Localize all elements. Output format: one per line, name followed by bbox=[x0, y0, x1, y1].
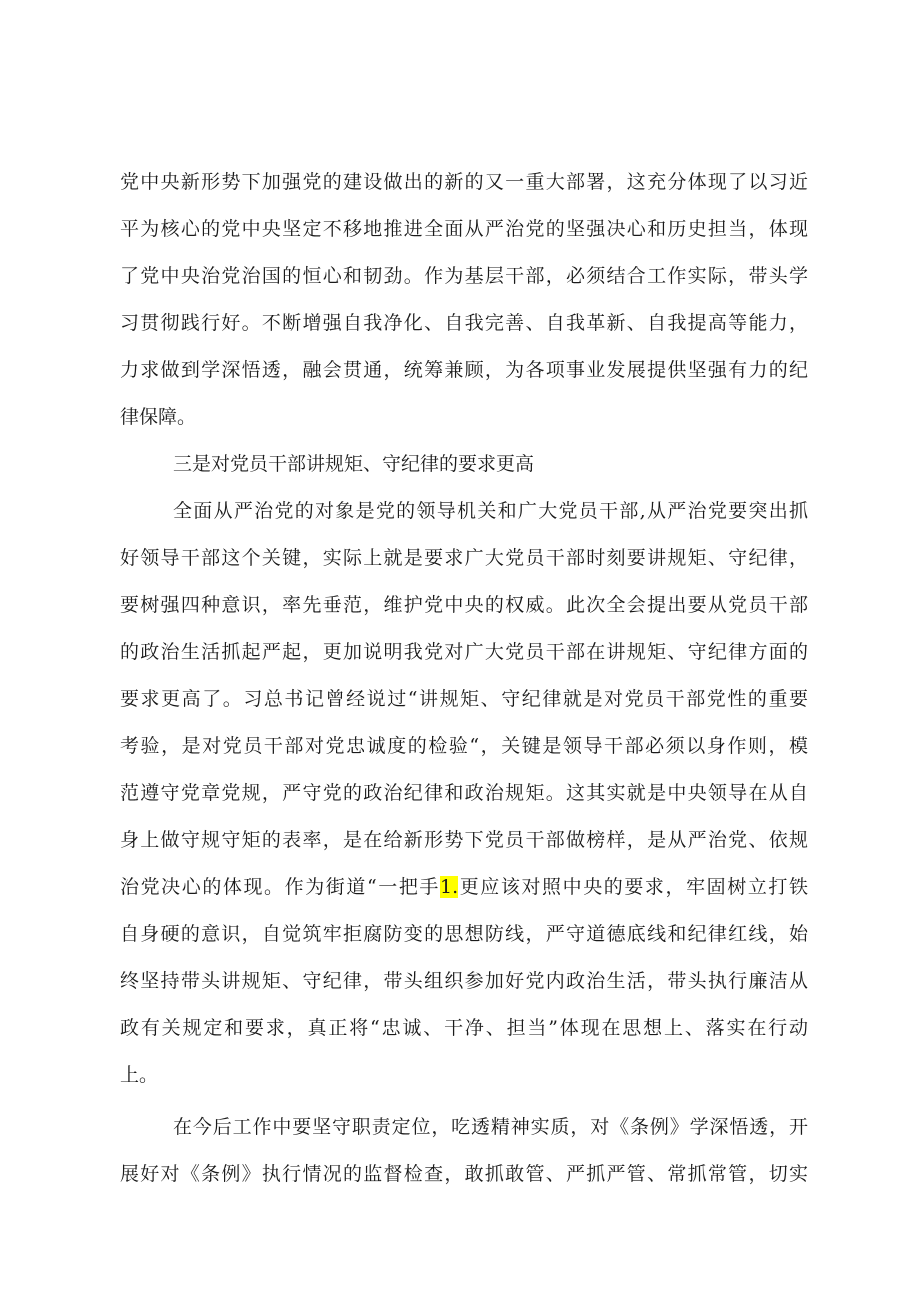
paragraph-line: 全面从严治党的对象是党的领导机关和广大党员干部,从严治党要突出抓 bbox=[173, 500, 808, 522]
paragraph-line: 好领导干部这个关键，实际上就是要求广大党员干部时刻要讲规矩、守纪律， bbox=[120, 547, 808, 569]
paragraph-line: 力求做到学深悟透，融会贯通，统筹兼顾，为各项事业发展提供坚强有力的纪 bbox=[120, 359, 808, 381]
paragraph-line: 身上做守规守矩的表率，是在给新形势下党员干部做榜样，是从严治党、依规 bbox=[120, 829, 808, 851]
paragraph-line: 了党中央治党治国的恒心和韧劲。作为基层干部，必须结合工作实际，带头学 bbox=[120, 265, 808, 287]
paragraph-line: 政有关规定和要求，真正将“忠诚、干净、担当”体现在思想上、落实在行动 bbox=[120, 1017, 808, 1039]
paragraph-line: 平为核心的党中央坚定不移地推进全面从严治党的坚强决心和历史担当，体现 bbox=[120, 218, 808, 240]
paragraph-line: 展好对《条例》执行情况的监督检查，敢抓敢管、严抓严管、常抓常管，切实 bbox=[120, 1163, 808, 1185]
paragraph-line: 在今后工作中要坚守职责定位，吃透精神实质，对《条例》学深悟透，开 bbox=[173, 1116, 808, 1138]
paragraph-line: 考验，是对党员干部对党忠诚度的检验“，关键是领导干部必须以身作则，模 bbox=[120, 735, 808, 757]
paragraph-line bbox=[120, 875, 808, 899]
paragraph-line: 要树强四种意识，率先垂范，维护党中央的权威。此次全会提出要从党员干部 bbox=[120, 594, 808, 616]
paragraph-line: 律保障。 bbox=[120, 406, 197, 428]
paragraph-line: 的政治生活抓起严起，更加说明我党对广大党员干部在讲规矩、守纪律方面的 bbox=[120, 641, 808, 663]
paragraph-line: 自身硬的意识，自觉筑牢拒腐防变的思想防线，严守道德底线和纪律红线，始 bbox=[120, 923, 808, 945]
paragraph-line: 终坚持带头讲规矩、守纪律，带头组织参加好党内政治生活，带头执行廉洁从 bbox=[120, 970, 808, 992]
paragraph-line: 党中央新形势下加强党的建设做出的新的又一重大部署，这充分体现了以习近 bbox=[120, 171, 808, 193]
highlighted-list-number: 1. bbox=[440, 876, 459, 898]
line-text: 更应该对照中央的要求，牢固树立打铁 bbox=[458, 876, 808, 898]
line-text: 治党决心的体现。作为街道“一把手 bbox=[120, 876, 440, 898]
section-heading: 三是对党员干部讲规矩、守纪律的要求更高 bbox=[173, 453, 535, 475]
paragraph-line: 要求更高了。习总书记曾经说过“讲规矩、守纪律就是对党员干部党性的重要 bbox=[120, 688, 808, 710]
paragraph-line: 范遵守党章党规，严守党的政治纪律和政治规矩。这其实就是中央领导在从自 bbox=[120, 782, 808, 804]
paragraph-line: 上。 bbox=[120, 1064, 159, 1086]
paragraph-line: 习贯彻践行好。不断增强自我净化、自我完善、自我革新、自我提高等能力， bbox=[120, 312, 808, 334]
